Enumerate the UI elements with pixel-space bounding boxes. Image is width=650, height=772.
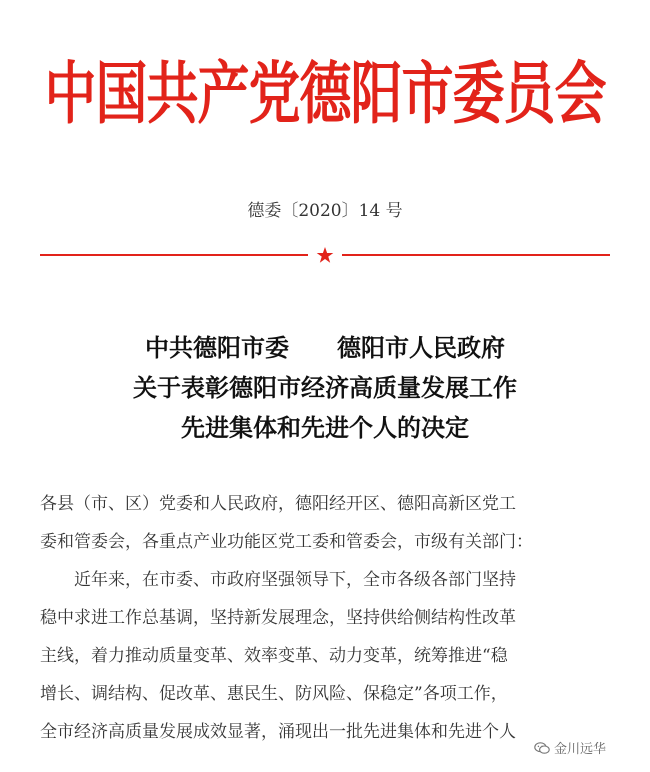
wechat-icon xyxy=(534,741,550,755)
star-icon xyxy=(316,247,334,263)
body-line: 稳中求进工作总基调，坚持新发展理念，坚持供给侧结构性改革 xyxy=(40,608,516,628)
body-line: 增长、调结构、促改革、惠民生、防风险、保稳定”各项工作， xyxy=(40,684,508,704)
document-number: 德委〔2020〕14 号 xyxy=(247,201,403,221)
divider-line-right xyxy=(342,254,610,256)
body-line: 主线，着力推动质量变革、效率变革、动力变革，统筹推进“稳 xyxy=(40,646,508,666)
title-line-2: 关于表彰德阳市经济高质量发展工作 xyxy=(133,373,517,402)
title-line-3: 先进集体和先进个人的决定 xyxy=(181,413,469,442)
body-line: 各县（市、区）党委和人民政府，德阳经开区、德阳高新区党工 xyxy=(40,494,516,514)
document-title xyxy=(0,328,650,448)
source-watermark xyxy=(534,738,606,757)
watermark-text: 金川远华 xyxy=(554,742,607,757)
title-line-1: 中共德阳市委 德阳市人民政府 xyxy=(145,333,505,362)
body-line: 全市经济高质量发展成效显著，涌现出一批先进集体和先进个人 xyxy=(40,722,516,742)
red-divider xyxy=(40,247,610,263)
body-line: 委和管委会，各重点产业功能区党工委和管委会，市级有关部门： xyxy=(40,532,533,552)
document-masthead: 中国共产党德阳市委员会 xyxy=(44,54,606,134)
body-line: 近年来，在市委、市政府坚强领导下，全市各级各部门坚持 xyxy=(74,570,516,590)
divider-line-left xyxy=(40,254,308,256)
document-body xyxy=(40,485,618,751)
